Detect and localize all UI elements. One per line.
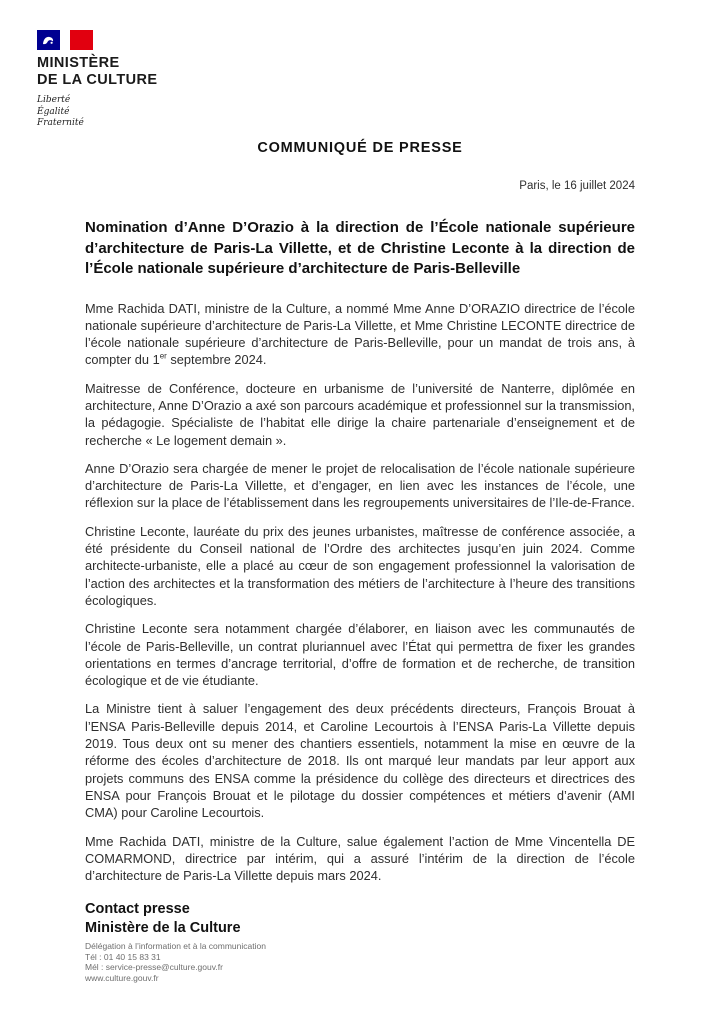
press-release-kicker: COMMUNIQUÉ DE PRESSE bbox=[257, 140, 463, 156]
contact-heading: Contact presse bbox=[85, 901, 190, 918]
motto-liberte: Liberté bbox=[37, 95, 71, 105]
french-flag-icon bbox=[37, 30, 157, 51]
motto-egalite: Égalité bbox=[37, 106, 70, 117]
contact-website: www.culture.gouv.fr bbox=[85, 972, 159, 983]
contact-phone: Tél : 01 40 15 83 31 bbox=[85, 951, 161, 962]
dateline: Paris, le 16 juillet 2024 bbox=[519, 180, 635, 192]
paragraph-6: La Ministre tient à saluer l’engagement des deux précédents directeurs, François Brouat à l’ENSA Paris-Belleville depuis 2014, et Caroline Lecourtois à l’ENSA Paris-La Villette depuis 2019. Tous deux ont su mener des chantiers essentiels, notamment la mise en œuvre de la réforme des écoles d’architecture de 2018. Ils ont marqué leur mandats par leur apport aux projets communs des ENSA comme la présidence du collège des directeurs et directrices des ENSA pour François Brouat et le pilotage du dossier compétences et métiers d’avenir (AMI CMA) pour Caroline Lecourtois. bbox=[85, 701, 635, 821]
ordinal-superscript: er bbox=[159, 352, 167, 362]
headline: Nomination d’Anne D’Orazio à la direction de l’École nationale supérieure d’architecture de Paris-La Villette, et de Christine Leconte à la direction de l’École nationale supérieure d’architecture de Paris-Belleville bbox=[85, 219, 635, 277]
contact-details bbox=[85, 941, 635, 983]
paragraph-3: Anne D’Orazio sera chargée de mener le projet de relocalisation de l’école nationale supérieure d’architecture de Paris-La Villette, et d’engager, en lien avec les instances de l’école, une réflexion sur la place de l’établissement dans les regroupements universitaires de l’Ile-de-France. bbox=[85, 460, 635, 511]
paragraph-2: Maitresse de Conférence, docteure en urbanisme de l’université de Nanterre, diplômée en architecture, Anne D’Orazio a axé son parcours académique et professionnel sur la transmission, la pédagogie. Spécialiste de l’habitat elle dirige la chaire partenariale d’enseignement et de recherche « Le logement demain ». bbox=[85, 380, 635, 448]
republic-motto bbox=[37, 95, 157, 130]
ministry-name-line1: MINISTÈRE bbox=[37, 55, 120, 71]
paragraph-7: Mme Rachida DATI, ministre de la Culture, salue également l’action de Mme Vincentella DE COMARMOND, directrice par intérim, qui a assuré l’intérim de la direction de l’école d’architecture de Paris-La Villette depuis mars 2024. bbox=[85, 833, 635, 884]
ministry-name bbox=[37, 55, 157, 89]
paragraph-4: Christine Leconte, lauréate du prix des jeunes urbanistes, maîtresse de conférence associée, a été présidente du Conseil national de l’Ordre des architectes jusqu’en juin 2024. Comme architecte-urbaniste, elle a placé au cœur de son engagement professionnel la valorisation de l’action des architectes et la transformation des métiers de l’architecture à l’heure des transitions écologiques. bbox=[85, 523, 635, 608]
contact-organisation: Ministère de la Culture bbox=[85, 920, 241, 937]
paragraph-1 bbox=[85, 300, 635, 369]
contact-department: Délégation à l’information et à la communication bbox=[85, 941, 266, 952]
paragraph-1-text: Mme Rachida DATI, ministre de la Culture, a nommé Mme Anne D’ORAZIO directrice de l’école nationale supérieure d’architecture de Paris-La Villette, et Mme Christine LECONTE directrice de l’école nationale supérieure d’architecture de Paris-Belleville, pour un mandat de trois ans, à compter du 1 bbox=[85, 300, 635, 368]
contact-email: Mél : service-presse@culture.gouv.fr bbox=[85, 962, 223, 973]
motto-fraternite: Fraternité bbox=[37, 118, 84, 128]
press-contact-block bbox=[85, 900, 635, 983]
paragraph-5: Christine Leconte sera notamment chargée d’élaborer, en liaison avec les communautés de l’école de Paris-Belleville, un contrat pluriannuel avec l’État qui permettra de fixer les grandes orientations en termes d’ancrage territorial, d’offre de formation et de recherche, de transition écologique et de vie étudiante. bbox=[85, 621, 635, 689]
ministry-logo bbox=[37, 30, 157, 130]
ministry-name-line2: DE LA CULTURE bbox=[37, 72, 158, 88]
paragraph-1-tail: septembre 2024. bbox=[166, 352, 267, 368]
document-body bbox=[85, 140, 635, 983]
